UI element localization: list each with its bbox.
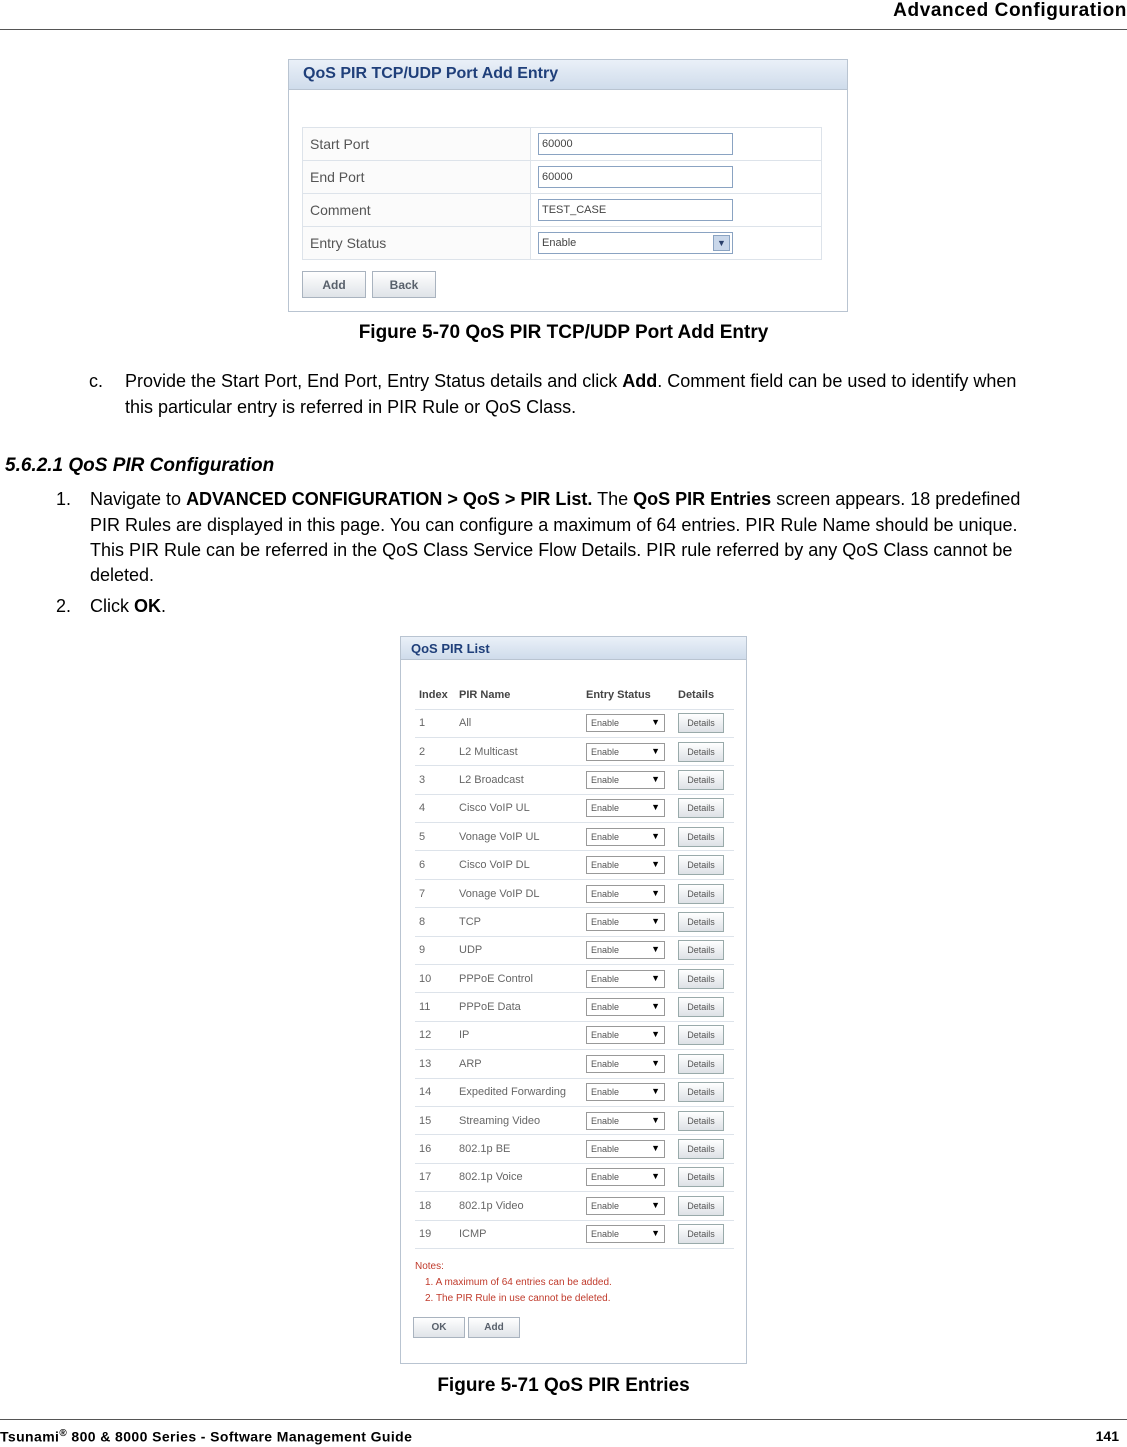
table-row — [415, 1021, 734, 1049]
step-1-text-b: The — [592, 489, 634, 509]
entry-status-value: Enable — [591, 1144, 620, 1155]
table-header-row — [415, 681, 734, 709]
row-pir-name: PPPoE Data — [455, 993, 582, 1021]
details-button[interactable]: Details — [678, 884, 724, 904]
start-port-label: Start Port — [303, 128, 531, 161]
table-row — [415, 709, 734, 737]
step-c-line-1 — [125, 369, 1016, 393]
row-pir-name: Cisco VoIP UL — [455, 794, 582, 822]
table-row — [415, 879, 734, 907]
entry-status-select[interactable] — [586, 856, 665, 874]
entry-status-select[interactable] — [586, 714, 665, 732]
qos-pir-list-panel — [400, 636, 747, 1364]
page-header-title: Advanced Configuration — [893, 0, 1127, 21]
table-row — [415, 1050, 734, 1078]
footer-divider — [0, 1419, 1127, 1420]
entry-status-value: Enable — [591, 831, 620, 842]
entry-status-select[interactable] — [586, 1140, 665, 1158]
entry-status-label: Entry Status — [303, 227, 531, 260]
qos-pir-port-add-panel — [288, 59, 848, 312]
entry-status-select[interactable] — [586, 1225, 665, 1243]
table-row — [415, 766, 734, 794]
figure-71-caption: Figure 5-71 QoS PIR Entries — [437, 1375, 690, 1396]
details-button[interactable]: Details — [678, 1025, 724, 1045]
entry-status-select[interactable] — [586, 771, 665, 789]
step-1-line-3: This PIR Rule can be referred in the QoS Class Service Flow Details. PIR rule referred by any QoS Class cannot be — [90, 540, 1013, 560]
step-1-line-2: PIR Rules are displayed in this page. You can configure a maximum of 64 entries. PIR Rule Name should be unique. — [90, 515, 1018, 535]
form-row-comment — [303, 194, 822, 227]
row-index: 14 — [415, 1078, 455, 1106]
entry-status-value: Enable — [591, 803, 620, 814]
table-row — [415, 908, 734, 936]
table-row — [415, 823, 734, 851]
entry-status-select[interactable] — [586, 1197, 665, 1215]
entry-status-value: Enable — [542, 237, 577, 249]
step-1-screen-name: QoS PIR Entries — [633, 489, 772, 509]
entry-status-select[interactable] — [586, 743, 665, 761]
comment-label: Comment — [303, 194, 531, 227]
table-row — [415, 1078, 734, 1106]
dropdown-arrow-icon: ▼ — [651, 859, 660, 870]
page-number: 141 — [1095, 1428, 1119, 1444]
details-button[interactable]: Details — [678, 1082, 724, 1102]
entry-status-select[interactable] — [538, 232, 733, 254]
table-row — [415, 936, 734, 964]
step-1-nav-path: ADVANCED CONFIGURATION > QoS > PIR List. — [186, 489, 593, 509]
comment-input[interactable] — [538, 199, 733, 221]
dropdown-arrow-icon: ▼ — [651, 1199, 660, 1210]
dropdown-arrow-icon: ▼ — [651, 1228, 660, 1239]
row-index: 12 — [415, 1021, 455, 1049]
dropdown-arrow-icon: ▼ — [651, 972, 660, 983]
step-2-line — [90, 594, 166, 618]
row-index: 16 — [415, 1135, 455, 1163]
start-port-input[interactable] — [538, 133, 733, 155]
details-button[interactable]: Details — [678, 1224, 724, 1244]
row-pir-name: 802.1p BE — [455, 1135, 582, 1163]
entry-status-select[interactable] — [586, 970, 665, 988]
entry-status-value: Enable — [591, 973, 620, 984]
row-pir-name: L2 Broadcast — [455, 766, 582, 794]
footer-product: Tsunami — [0, 1428, 60, 1445]
dropdown-arrow-icon: ▼ — [651, 1086, 660, 1097]
entry-status-value: Enable — [591, 1058, 620, 1069]
row-pir-name: PPPoE Control — [455, 965, 582, 993]
entry-status-value: Enable — [591, 1002, 620, 1013]
row-pir-name: IP — [455, 1021, 582, 1049]
details-button[interactable]: Details — [678, 770, 724, 790]
details-button[interactable]: Details — [678, 742, 724, 762]
entry-status-value: Enable — [591, 774, 620, 785]
figure-70-caption: Figure 5-70 QoS PIR TCP/UDP Port Add Entry — [358, 322, 769, 343]
table-row — [415, 1106, 734, 1134]
panel-title: QoS PIR TCP/UDP Port Add Entry — [289, 60, 847, 90]
details-button[interactable]: Details — [678, 1139, 724, 1159]
row-index: 18 — [415, 1192, 455, 1220]
ok-button[interactable]: OK — [413, 1317, 465, 1338]
row-pir-name: 802.1p Video — [455, 1192, 582, 1220]
column-header-index: Index — [415, 681, 455, 709]
entry-status-value: Enable — [591, 1030, 620, 1041]
dropdown-arrow-icon: ▼ — [651, 1057, 660, 1068]
row-index: 9 — [415, 936, 455, 964]
dropdown-arrow-icon: ▼ — [651, 1029, 660, 1040]
details-button[interactable]: Details — [678, 1196, 724, 1216]
table-row — [415, 1192, 734, 1220]
pir-list-table — [415, 681, 734, 1249]
row-pir-name: ICMP — [455, 1220, 582, 1248]
entry-status-select[interactable] — [586, 913, 665, 931]
row-index: 4 — [415, 794, 455, 822]
end-port-input[interactable] — [538, 166, 733, 188]
dropdown-arrow-icon: ▼ — [651, 745, 660, 756]
row-pir-name: Cisco VoIP DL — [455, 851, 582, 879]
step-c-line-2: this particular entry is referred in PIR Rule or QoS Class. — [125, 397, 577, 417]
dropdown-arrow-icon: ▼ — [651, 802, 660, 813]
row-index: 7 — [415, 879, 455, 907]
add-button[interactable]: Add — [468, 1317, 520, 1338]
dropdown-arrow-icon: ▼ — [651, 887, 660, 898]
details-button[interactable]: Details — [678, 1167, 724, 1187]
table-row — [415, 794, 734, 822]
entry-status-select[interactable] — [586, 799, 665, 817]
details-button[interactable]: Details — [678, 1054, 724, 1074]
form-row-start-port — [303, 128, 822, 161]
section-heading: 5.6.2.1 QoS PIR Configuration — [5, 455, 275, 476]
panel-title: QoS PIR List — [401, 637, 746, 660]
details-button[interactable]: Details — [678, 713, 724, 733]
entry-status-value: Enable — [591, 1172, 620, 1183]
form-row-entry-status — [303, 227, 822, 260]
table-row — [415, 851, 734, 879]
entry-status-select[interactable] — [586, 1026, 665, 1044]
details-button[interactable]: Details — [678, 798, 724, 818]
chevron-down-icon: ▼ — [713, 235, 730, 251]
pir-rows — [415, 709, 734, 1248]
entry-status-select[interactable] — [586, 998, 665, 1016]
notes-block — [415, 1259, 612, 1307]
step-c-text-a: Provide the Start Port, End Port, Entry Status details and click — [125, 371, 623, 391]
column-header-entry-status: Entry Status — [582, 681, 674, 709]
row-index: 11 — [415, 993, 455, 1021]
row-index: 8 — [415, 908, 455, 936]
row-index: 6 — [415, 851, 455, 879]
row-index: 19 — [415, 1220, 455, 1248]
footer-rest: 800 & 8000 Series - Software Management Guide — [67, 1428, 413, 1445]
entry-status-select[interactable] — [586, 1083, 665, 1101]
row-index: 13 — [415, 1050, 455, 1078]
port-entry-form — [302, 127, 822, 260]
column-header-details: Details — [674, 681, 734, 709]
step-1-text-c: screen appears. 18 predefined — [771, 489, 1021, 509]
notes-title: Notes: — [415, 1261, 444, 1272]
column-header-pir-name: PIR Name — [455, 681, 582, 709]
step-2-text-b: . — [161, 596, 167, 616]
step-2-text-a: Click — [90, 596, 134, 616]
entry-status-select[interactable] — [586, 1168, 665, 1186]
row-index: 17 — [415, 1163, 455, 1191]
step-2-ok-emphasis: OK — [134, 596, 161, 616]
entry-status-value: Enable — [591, 916, 620, 927]
entry-status-select[interactable] — [586, 1112, 665, 1130]
entry-status-value: Enable — [591, 746, 620, 757]
details-button[interactable]: Details — [678, 827, 724, 847]
row-index: 1 — [415, 709, 455, 737]
step-1-marker: 1. — [56, 489, 72, 509]
details-button[interactable]: Details — [678, 969, 724, 989]
row-pir-name: ARP — [455, 1050, 582, 1078]
table-row — [415, 737, 734, 765]
details-button[interactable]: Details — [678, 940, 724, 960]
table-row — [415, 1220, 734, 1248]
row-index: 2 — [415, 737, 455, 765]
entry-status-select[interactable] — [586, 1055, 665, 1073]
dropdown-arrow-icon: ▼ — [651, 944, 660, 955]
row-pir-name: Streaming Video — [455, 1106, 582, 1134]
step-1-line-1 — [90, 487, 1020, 511]
row-pir-name: Vonage VoIP DL — [455, 879, 582, 907]
entry-status-value: Enable — [591, 1200, 620, 1211]
dropdown-arrow-icon: ▼ — [651, 773, 660, 784]
note-item: 2. The PIR Rule in use cannot be deleted. — [425, 1293, 611, 1304]
row-pir-name: L2 Multicast — [455, 737, 582, 765]
entry-status-select[interactable] — [586, 941, 665, 959]
row-pir-name: Expedited Forwarding — [455, 1078, 582, 1106]
header-divider — [0, 29, 1127, 30]
row-index: 10 — [415, 965, 455, 993]
form-row-end-port — [303, 161, 822, 194]
add-button[interactable]: Add — [302, 271, 366, 298]
details-button[interactable]: Details — [678, 912, 724, 932]
dropdown-arrow-icon: ▼ — [651, 1114, 660, 1125]
row-index: 15 — [415, 1106, 455, 1134]
entry-status-value: Enable — [591, 888, 620, 899]
entry-status-value: Enable — [591, 945, 620, 956]
table-row — [415, 993, 734, 1021]
step-1-text-a: Navigate to — [90, 489, 187, 509]
step-c-marker: c. — [89, 371, 104, 391]
entry-status-value: Enable — [591, 1087, 620, 1098]
step-c-text-b: . Comment field can be used to identify when — [657, 371, 1017, 391]
entry-status-value: Enable — [591, 1229, 620, 1240]
entry-status-value: Enable — [591, 860, 620, 871]
entry-status-value: Enable — [591, 718, 620, 729]
details-button[interactable]: Details — [678, 1111, 724, 1131]
footer-guide-title — [0, 1428, 412, 1445]
step-c-add-emphasis: Add — [622, 371, 658, 391]
dropdown-arrow-icon: ▼ — [651, 1171, 660, 1182]
table-row — [415, 1135, 734, 1163]
registered-mark: ® — [59, 1428, 68, 1439]
row-pir-name: 802.1p Voice — [455, 1163, 582, 1191]
row-pir-name: TCP — [455, 908, 582, 936]
note-item: 1. A maximum of 64 entries can be added. — [425, 1277, 612, 1288]
entry-status-select[interactable] — [586, 885, 665, 903]
back-button[interactable]: Back — [372, 271, 436, 298]
dropdown-arrow-icon: ▼ — [651, 1143, 660, 1154]
step-1-line-4: deleted. — [90, 565, 155, 585]
row-pir-name: UDP — [455, 936, 582, 964]
dropdown-arrow-icon: ▼ — [651, 1001, 660, 1012]
entry-status-select[interactable] — [586, 828, 665, 846]
dropdown-arrow-icon: ▼ — [651, 830, 660, 841]
entry-status-value: Enable — [591, 1115, 620, 1126]
details-button[interactable]: Details — [678, 997, 724, 1017]
details-button[interactable]: Details — [678, 855, 724, 875]
row-index: 3 — [415, 766, 455, 794]
table-row — [415, 1163, 734, 1191]
dropdown-arrow-icon: ▼ — [651, 717, 660, 728]
row-pir-name: Vonage VoIP UL — [455, 823, 582, 851]
table-row — [415, 965, 734, 993]
step-2-marker: 2. — [56, 596, 72, 616]
row-index: 5 — [415, 823, 455, 851]
row-pir-name: All — [455, 709, 582, 737]
end-port-label: End Port — [303, 161, 531, 194]
dropdown-arrow-icon: ▼ — [651, 915, 660, 926]
